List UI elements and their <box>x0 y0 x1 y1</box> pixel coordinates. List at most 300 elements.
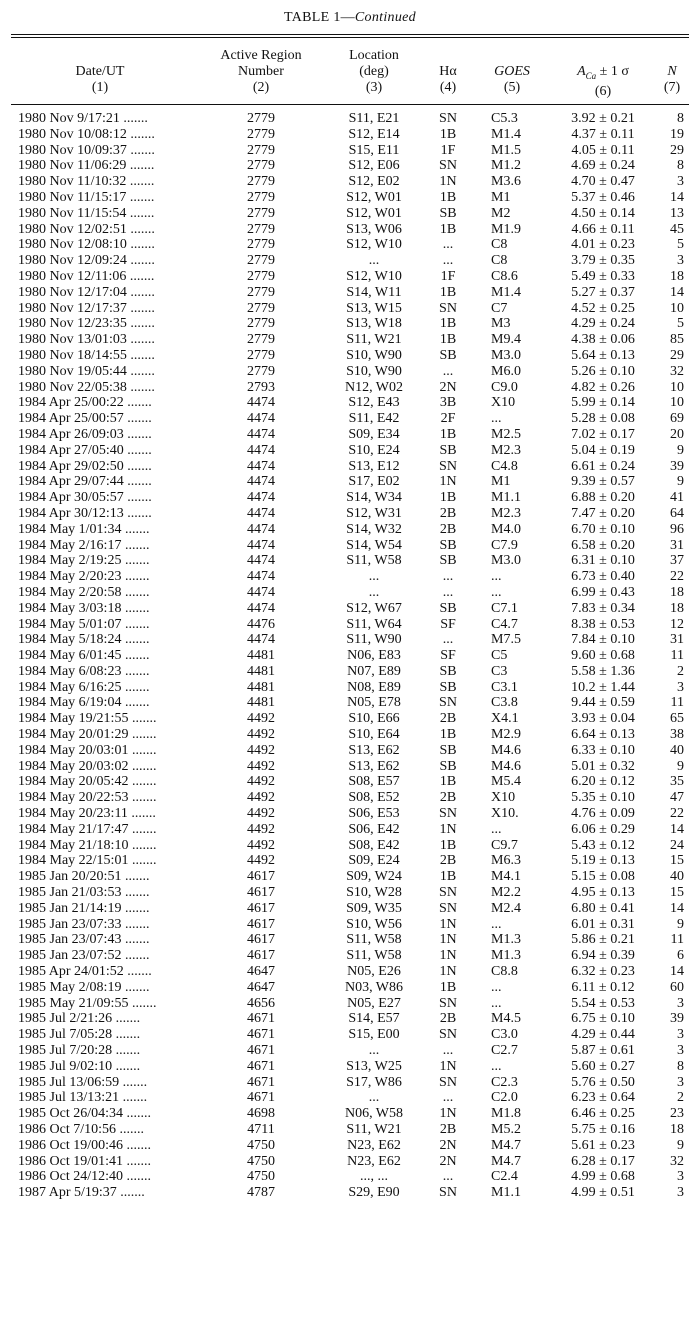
cell-aca: 6.20 ± 0.12 <box>571 774 635 790</box>
cell-halpha: ... <box>442 1169 454 1185</box>
cell-n: 64 <box>670 505 684 521</box>
cell-aca: 6.75 ± 0.10 <box>571 1011 635 1027</box>
cell-location: S13, W25 <box>346 1058 402 1074</box>
cell-date: 1980 Nov 12/08:10 ....... <box>18 237 155 253</box>
cell-n: 20 <box>670 426 684 442</box>
header-halpha: Hα (4) <box>439 64 457 95</box>
cell-aca: 5.04 ± 0.19 <box>571 442 635 458</box>
table-row <box>0 790 700 806</box>
cell-location: S06, E53 <box>348 806 400 822</box>
cell-location: S12, W10 <box>346 268 402 284</box>
cell-n: 5 <box>677 316 684 332</box>
cell-n: 3 <box>677 995 684 1011</box>
cell-location: S15, E00 <box>348 1027 400 1043</box>
cell-date: 1985 Jan 21/14:19 ....... <box>18 900 150 916</box>
cell-n: 18 <box>670 1122 684 1137</box>
cell-n: 37 <box>670 553 684 569</box>
table-header <box>0 44 700 102</box>
cell-date: 1980 Nov 19/05:44 ....... <box>18 363 155 379</box>
cell-date: 1980 Nov 12/17:37 ....... <box>18 300 155 316</box>
cell-date: 1984 Apr 30/12:13 ....... <box>18 505 152 521</box>
cell-halpha: 1B <box>439 221 457 237</box>
cell-n: 11 <box>670 695 684 711</box>
table-row <box>0 190 700 206</box>
cell-date: 1980 Nov 10/08:12 ....... <box>18 126 155 142</box>
cell-aca: 6.64 ± 0.13 <box>571 727 635 743</box>
cell-location: ... <box>368 1090 380 1106</box>
cell-halpha: SF <box>440 648 456 664</box>
cell-aca: 5.15 ± 0.08 <box>571 869 635 885</box>
cell-n: 14 <box>670 821 684 837</box>
cell-aca: 5.49 ± 0.33 <box>571 268 635 284</box>
cell-goes: M3.0 <box>491 347 521 363</box>
cell-n: 39 <box>670 458 684 474</box>
table-row <box>0 443 700 459</box>
cell-region: 4474 <box>247 584 275 600</box>
cell-region: 4617 <box>247 900 275 916</box>
cell-aca: 3.79 ± 0.35 <box>571 253 635 269</box>
cell-n: 9 <box>677 916 684 932</box>
cell-date: 1984 Apr 27/05:40 ....... <box>18 442 152 458</box>
header-region: Active Region Number (2) <box>220 48 302 95</box>
cell-halpha: 2F <box>440 411 456 427</box>
cell-goes: C5 <box>491 648 508 664</box>
cell-region: 4711 <box>247 1122 275 1137</box>
cell-aca: 7.02 ± 0.17 <box>571 426 635 442</box>
cell-date: 1980 Nov 9/17:21 ....... <box>18 111 148 126</box>
table-row <box>0 395 700 411</box>
cell-aca: 6.46 ± 0.25 <box>571 1106 635 1122</box>
cell-halpha: ... <box>442 1090 454 1106</box>
cell-date: 1984 May 2/20:23 ....... <box>18 569 150 585</box>
cell-region: 4474 <box>247 521 275 537</box>
cell-halpha: 1B <box>439 189 457 205</box>
cell-goes: M2.5 <box>491 426 521 442</box>
table-row <box>0 364 700 380</box>
cell-halpha: 2N <box>439 1137 457 1153</box>
cell-location: S13, W18 <box>346 316 402 332</box>
header-rule <box>11 104 689 105</box>
cell-aca: 6.58 ± 0.20 <box>571 537 635 553</box>
cell-n: 9 <box>677 758 684 774</box>
cell-halpha: 2N <box>439 1153 457 1169</box>
cell-region: 4481 <box>247 663 275 679</box>
cell-region: 2779 <box>247 284 275 300</box>
cell-date: 1985 Jan 23/07:33 ....... <box>18 916 150 932</box>
cell-n: 65 <box>670 711 684 727</box>
cell-location: S15, E11 <box>348 142 400 158</box>
table-row <box>0 1185 700 1201</box>
cell-n: 18 <box>670 600 684 616</box>
cell-date: 1984 Apr 29/07:44 ....... <box>18 474 152 490</box>
table-row <box>0 695 700 711</box>
cell-region: 4492 <box>247 821 275 837</box>
cell-aca: 4.52 ± 0.25 <box>571 300 635 316</box>
cell-location: N23, E62 <box>347 1137 401 1153</box>
cell-halpha: ... <box>442 363 454 379</box>
cell-location: S08, E52 <box>348 790 400 806</box>
cell-halpha: SN <box>439 158 457 174</box>
cell-goes: M4.6 <box>491 742 521 758</box>
cell-goes: M4.1 <box>491 869 521 885</box>
cell-goes: X10 <box>491 790 516 806</box>
cell-halpha: 1B <box>439 426 457 442</box>
cell-region: 4492 <box>247 758 275 774</box>
cell-location: S10, W56 <box>346 916 402 932</box>
cell-location: N06, E83 <box>347 648 401 664</box>
table-row <box>0 869 700 885</box>
cell-aca: 4.05 ± 0.11 <box>571 142 635 158</box>
cell-location: S11, W58 <box>346 553 402 569</box>
cell-date: 1984 May 3/03:18 ....... <box>18 600 150 616</box>
cell-n: 3 <box>677 679 684 695</box>
cell-n: 5 <box>677 237 684 253</box>
cell-region: 4474 <box>247 490 275 506</box>
table-row <box>0 601 700 617</box>
cell-goes: M1.4 <box>491 284 521 300</box>
table-row <box>0 127 700 143</box>
cell-halpha: SN <box>439 885 457 901</box>
cell-n: 18 <box>670 268 684 284</box>
cell-halpha: 1N <box>439 821 457 837</box>
cell-goes: C8.8 <box>491 964 518 980</box>
table-row <box>0 711 700 727</box>
cell-goes: X10. <box>491 806 519 822</box>
cell-aca: 6.31 ± 0.10 <box>571 553 635 569</box>
table-row <box>0 617 700 633</box>
table-row <box>0 1011 700 1027</box>
cell-n: 3 <box>677 174 684 190</box>
table-row <box>0 917 700 933</box>
cell-location: N05, E27 <box>347 995 401 1011</box>
cell-halpha: ... <box>442 253 454 269</box>
cell-date: 1985 Jul 2/21:26 ....... <box>18 1011 141 1027</box>
cell-aca: 4.29 ± 0.24 <box>571 316 635 332</box>
cell-region: 4656 <box>247 995 275 1011</box>
cell-n: 14 <box>670 964 684 980</box>
cell-halpha: 2B <box>439 711 457 727</box>
cell-date: 1986 Oct 19/01:41 ....... <box>18 1153 151 1169</box>
cell-date: 1985 Jul 13/13:21 ....... <box>18 1090 148 1106</box>
cell-goes: C2.4 <box>491 1169 518 1185</box>
cell-halpha: 1N <box>439 1058 457 1074</box>
table-row <box>0 348 700 364</box>
cell-aca: 6.80 ± 0.41 <box>571 900 635 916</box>
cell-goes: C7 <box>491 300 508 316</box>
cell-date: 1984 May 21/17:47 ....... <box>18 821 157 837</box>
cell-n: 8 <box>677 158 684 174</box>
cell-goes: M1.8 <box>491 1106 521 1122</box>
cell-n: 9 <box>677 474 684 490</box>
cell-location: S10, E64 <box>348 727 400 743</box>
cell-location: N08, E89 <box>347 679 401 695</box>
cell-aca: 6.01 ± 0.31 <box>571 916 635 932</box>
cell-region: 2779 <box>247 174 275 190</box>
cell-aca: 5.99 ± 0.14 <box>571 395 635 411</box>
cell-date: 1985 Oct 26/04:34 ....... <box>18 1106 151 1122</box>
cell-location: S12, E06 <box>348 158 400 174</box>
cell-region: 4474 <box>247 411 275 427</box>
cell-location: N05, E26 <box>347 964 401 980</box>
cell-goes: M3.0 <box>491 553 521 569</box>
cell-goes: ... <box>491 979 502 995</box>
cell-goes: M4.7 <box>491 1153 521 1169</box>
cell-location: N03, W86 <box>344 979 404 995</box>
table-row <box>0 490 700 506</box>
table-row <box>0 427 700 443</box>
cell-aca: 8.38 ± 0.53 <box>571 616 635 632</box>
cell-date: 1984 May 6/16:25 ....... <box>18 679 150 695</box>
table-row <box>0 964 700 980</box>
cell-location: S10, W90 <box>346 347 402 363</box>
cell-region: 4474 <box>247 458 275 474</box>
cell-goes: M3 <box>491 316 511 332</box>
table-row <box>0 759 700 775</box>
cell-halpha: ... <box>442 1043 454 1059</box>
cell-goes: X4.1 <box>491 711 519 727</box>
cell-date: 1984 May 5/01:07 ....... <box>18 616 150 632</box>
cell-location: S11, W58 <box>346 948 402 964</box>
cell-halpha: SN <box>439 900 457 916</box>
cell-region: 2779 <box>247 221 275 237</box>
cell-location: N23, E62 <box>347 1153 401 1169</box>
cell-region: 2779 <box>247 347 275 363</box>
cell-region: 2779 <box>247 189 275 205</box>
cell-date: 1986 Oct 24/12:40 ....... <box>18 1169 151 1185</box>
cell-date: 1984 May 6/19:04 ....... <box>18 695 150 711</box>
cell-location: S12, E43 <box>348 395 400 411</box>
table-row <box>0 111 700 127</box>
cell-region: 4474 <box>247 426 275 442</box>
cell-location: N05, E78 <box>347 695 401 711</box>
cell-n: 2 <box>677 1090 684 1106</box>
cell-location: S10, E24 <box>348 442 400 458</box>
cell-halpha: 2B <box>439 790 457 806</box>
cell-halpha: SN <box>439 111 457 126</box>
cell-date: 1985 May 2/08:19 ....... <box>18 979 150 995</box>
table-row <box>0 885 700 901</box>
table-row <box>0 774 700 790</box>
cell-halpha: SN <box>439 806 457 822</box>
cell-region: 4617 <box>247 932 275 948</box>
cell-location: S08, E57 <box>348 774 400 790</box>
cell-date: 1984 May 20/23:11 ....... <box>18 806 156 822</box>
cell-region: 4474 <box>247 505 275 521</box>
cell-halpha: 2B <box>439 853 457 869</box>
cell-n: 14 <box>670 900 684 916</box>
cell-region: 4492 <box>247 790 275 806</box>
cell-n: 9 <box>677 1137 684 1153</box>
cell-n: 69 <box>670 411 684 427</box>
table-row <box>0 411 700 427</box>
cell-aca: 6.70 ± 0.10 <box>571 521 635 537</box>
cell-aca: 5.75 ± 0.16 <box>571 1122 635 1137</box>
table-row <box>0 553 700 569</box>
cell-goes: C7.9 <box>491 537 518 553</box>
table-row <box>0 206 700 222</box>
cell-goes: M6.0 <box>491 363 521 379</box>
cell-aca: 7.47 ± 0.20 <box>571 505 635 521</box>
cell-n: 39 <box>670 1011 684 1027</box>
cell-region: 4671 <box>247 1074 275 1090</box>
cell-n: 3 <box>677 1074 684 1090</box>
table-row <box>0 1154 700 1170</box>
cell-n: 10 <box>670 395 684 411</box>
cell-n: 41 <box>670 490 684 506</box>
cell-halpha: SB <box>439 758 457 774</box>
cell-n: 29 <box>670 347 684 363</box>
cell-location: S13, E62 <box>348 742 400 758</box>
cell-region: 4474 <box>247 395 275 411</box>
cell-date: 1985 Jul 7/20:28 ....... <box>18 1043 141 1059</box>
table-row <box>0 727 700 743</box>
cell-date: 1984 Apr 26/09:03 ....... <box>18 426 152 442</box>
cell-location: ... <box>368 253 380 269</box>
cell-location: S08, E42 <box>348 837 400 853</box>
cell-goes: C2.0 <box>491 1090 518 1106</box>
cell-aca: 4.69 ± 0.24 <box>571 158 635 174</box>
cell-region: 2779 <box>247 253 275 269</box>
cell-halpha: SB <box>439 553 457 569</box>
cell-region: 4474 <box>247 442 275 458</box>
cell-goes: C8 <box>491 253 508 269</box>
cell-goes: M1.1 <box>491 490 521 506</box>
cell-region: 4481 <box>247 679 275 695</box>
cell-region: 2779 <box>247 111 275 126</box>
cell-goes: C2.7 <box>491 1043 518 1059</box>
header-location: Location (deg) (3) <box>349 48 399 95</box>
cell-goes: M5.4 <box>491 774 521 790</box>
cell-halpha: SB <box>439 537 457 553</box>
cell-aca: 3.93 ± 0.04 <box>571 711 635 727</box>
cell-halpha: 1F <box>440 142 456 158</box>
cell-goes: M1.9 <box>491 221 521 237</box>
cell-aca: 4.66 ± 0.11 <box>571 221 635 237</box>
cell-location: S12, E14 <box>348 126 400 142</box>
cell-halpha: 2B <box>439 521 457 537</box>
cell-date: 1985 May 21/09:55 ....... <box>18 995 157 1011</box>
cell-aca: 4.70 ± 0.47 <box>571 174 635 190</box>
cell-halpha: 1N <box>439 1106 457 1122</box>
cell-n: 47 <box>670 790 684 806</box>
cell-date: 1985 Apr 24/01:52 ....... <box>18 964 152 980</box>
cell-date: 1980 Nov 18/14:55 ....... <box>18 347 155 363</box>
cell-halpha: 1N <box>439 964 457 980</box>
table-row <box>0 143 700 159</box>
cell-date: 1985 Jan 21/03:53 ....... <box>18 885 150 901</box>
table-body <box>0 111 700 1201</box>
cell-region: 4671 <box>247 1058 275 1074</box>
cell-n: 38 <box>670 727 684 743</box>
cell-goes: M4.6 <box>491 758 521 774</box>
table-title-main: TABLE 1— <box>284 10 355 25</box>
cell-region: 4617 <box>247 916 275 932</box>
cell-region: 4698 <box>247 1106 275 1122</box>
cell-n: 35 <box>670 774 684 790</box>
cell-goes: M1.3 <box>491 932 521 948</box>
cell-goes: ... <box>491 411 502 427</box>
cell-location: S12, W31 <box>346 505 402 521</box>
cell-region: 4750 <box>247 1153 275 1169</box>
cell-halpha: SB <box>439 205 457 221</box>
cell-goes: C3 <box>491 663 508 679</box>
cell-halpha: ... <box>442 584 454 600</box>
cell-halpha: SN <box>439 695 457 711</box>
cell-n: 14 <box>670 189 684 205</box>
cell-goes: M1.5 <box>491 142 521 158</box>
cell-region: 4474 <box>247 537 275 553</box>
cell-date: 1980 Nov 11/06:29 ....... <box>18 158 155 174</box>
cell-location: S17, W86 <box>346 1074 402 1090</box>
cell-aca: 3.92 ± 0.21 <box>571 111 635 126</box>
cell-date: 1980 Nov 13/01:03 ....... <box>18 332 155 348</box>
cell-region: 4492 <box>247 742 275 758</box>
cell-date: 1980 Nov 12/23:35 ....... <box>18 316 155 332</box>
cell-goes: X10 <box>491 395 516 411</box>
header-aca: $A_{Ca} \pm 1$ σ (6) <box>577 64 629 99</box>
cell-aca: 5.26 ± 0.10 <box>571 363 635 379</box>
cell-goes: ... <box>491 1058 502 1074</box>
cell-aca: 6.94 ± 0.39 <box>571 948 635 964</box>
cell-region: 4617 <box>247 885 275 901</box>
cell-goes: M2 <box>491 205 511 221</box>
cell-goes: ... <box>491 569 502 585</box>
cell-halpha: SB <box>439 347 457 363</box>
table-row <box>0 980 700 996</box>
table-row <box>0 1075 700 1091</box>
cell-date: 1980 Nov 10/09:37 ....... <box>18 142 155 158</box>
cell-halpha: SB <box>439 442 457 458</box>
cell-halpha: 1B <box>439 490 457 506</box>
cell-location: S13, E62 <box>348 758 400 774</box>
cell-goes: M2.4 <box>491 900 521 916</box>
cell-date: 1984 May 2/19:25 ....... <box>18 553 150 569</box>
cell-aca: 5.43 ± 0.12 <box>571 837 635 853</box>
cell-goes: M1.2 <box>491 158 521 174</box>
cell-n: 6 <box>677 948 684 964</box>
cell-date: 1984 May 5/18:24 ....... <box>18 632 150 648</box>
cell-date: 1984 May 20/01:29 ....... <box>18 727 157 743</box>
cell-halpha: 2N <box>439 379 457 395</box>
table-row <box>0 1122 700 1138</box>
table-row <box>0 316 700 332</box>
cell-goes: ... <box>491 916 502 932</box>
cell-region: 4647 <box>247 979 275 995</box>
cell-aca: 5.54 ± 0.53 <box>571 995 635 1011</box>
cell-halpha: 1B <box>439 126 457 142</box>
table-row <box>0 474 700 490</box>
cell-n: 23 <box>670 1106 684 1122</box>
cell-location: S17, E02 <box>348 474 400 490</box>
table-row <box>0 1090 700 1106</box>
cell-n: 8 <box>677 1058 684 1074</box>
cell-region: 4492 <box>247 727 275 743</box>
cell-goes: C7.1 <box>491 600 518 616</box>
cell-goes: M6.3 <box>491 853 521 869</box>
cell-aca: 9.60 ± 0.68 <box>571 648 635 664</box>
cell-region: 4476 <box>247 616 275 632</box>
cell-halpha: ... <box>442 569 454 585</box>
cell-n: 18 <box>670 584 684 600</box>
table-row <box>0 932 700 948</box>
cell-n: 11 <box>670 648 684 664</box>
cell-date: 1980 Nov 12/17:04 ....... <box>18 284 155 300</box>
cell-date: 1985 Jul 7/05:28 ....... <box>18 1027 141 1043</box>
cell-goes: M1 <box>491 474 511 490</box>
cell-halpha: 1B <box>439 316 457 332</box>
table-row <box>0 332 700 348</box>
cell-aca: 6.06 ± 0.29 <box>571 821 635 837</box>
